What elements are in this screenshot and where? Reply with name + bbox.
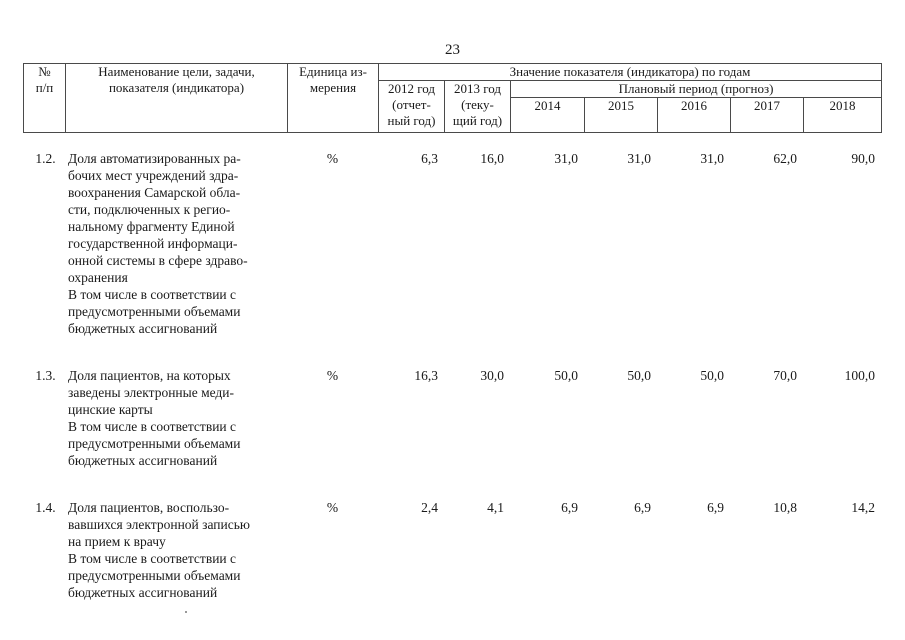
value-2018: 100,0 <box>844 368 875 383</box>
header-plan-title: Плановый период (прогноз) <box>511 81 882 98</box>
value-2013: 4,1 <box>487 500 504 515</box>
unit-cell: % <box>326 500 339 515</box>
header-unit-line2: мерения <box>309 80 357 95</box>
indicator-name-line: бюджетных ассигнований <box>68 585 218 600</box>
header-name-cell <box>66 64 288 133</box>
header-2013-line2: (теку- <box>461 97 494 112</box>
value-2014: 6,9 <box>561 500 578 515</box>
header-year-2016: 2016 <box>658 98 731 133</box>
row-number: 1.2. <box>35 151 56 166</box>
header-year-2014: 2014 <box>511 98 585 133</box>
indicator-name-line: Доля пациентов, на которых <box>68 368 231 383</box>
indicator-name-line: бочих мест учреждений здра- <box>68 168 239 183</box>
header-year-2015: 2015 <box>585 98 658 133</box>
scan-speck <box>185 611 187 613</box>
indicator-name-line: Доля пациентов, воспользо- <box>68 500 230 515</box>
value-2015: 6,9 <box>634 500 651 515</box>
indicator-name-line: заведены электронные меди- <box>68 385 235 400</box>
header-2013-line3: щий год) <box>452 113 503 128</box>
header-unit-cell <box>288 64 379 133</box>
indicator-name-line: бюджетных ассигнований <box>68 321 218 336</box>
indicator-name-line: Доля автоматизированных ра- <box>68 151 241 166</box>
header-2013-line1: 2013 год <box>454 81 501 96</box>
indicator-name-line: предусмотренными объемами <box>68 304 241 319</box>
value-2017: 70,0 <box>773 368 797 383</box>
row-spacer <box>23 469 881 499</box>
header-num-line1: № <box>38 64 51 79</box>
value-2012: 2,4 <box>421 500 438 515</box>
value-2012: 6,3 <box>421 151 438 166</box>
indicator-name <box>68 499 287 601</box>
indicator-name-line: сти, подключенных к регио- <box>68 202 231 217</box>
table-row <box>23 499 881 601</box>
indicator-name-line: предусмотренными объемами <box>68 436 241 451</box>
indicator-name-line: В том числе в соответствии с <box>68 419 237 434</box>
header-name-line2: показателя (индикатора) <box>108 80 245 95</box>
indicator-name-line: В том числе в соответствии с <box>68 551 237 566</box>
value-2017: 62,0 <box>773 151 797 166</box>
indicator-name <box>68 367 287 469</box>
value-2018: 90,0 <box>851 151 875 166</box>
header-unit-line1: Единица из- <box>299 64 367 79</box>
indicator-name-line: В том числе в соответствии с <box>68 287 237 302</box>
header-2013-cell <box>445 81 511 133</box>
indicator-name-line: вавшихся электронной записью <box>68 517 250 532</box>
header-year-2017: 2017 <box>731 98 804 133</box>
indicator-name-line: охранения <box>68 270 128 285</box>
row-number: 1.3. <box>35 368 56 383</box>
header-2012-line3: ный год) <box>387 113 436 128</box>
indicator-name-line: на прием к врачу <box>68 534 166 549</box>
header-name-line1: Наименование цели, задачи, <box>98 64 255 79</box>
row-number: 1.4. <box>35 500 56 515</box>
unit-cell: % <box>326 151 339 166</box>
value-2015: 31,0 <box>627 151 651 166</box>
indicator-name-line: воохранения Самарской обла- <box>68 185 241 200</box>
indicator-name <box>68 150 287 337</box>
indicator-name-line: нальному фрагменту Единой <box>68 219 235 234</box>
indicator-table-body <box>23 150 881 601</box>
unit-cell: % <box>326 368 339 383</box>
value-2015: 50,0 <box>627 368 651 383</box>
value-2016: 50,0 <box>700 368 724 383</box>
header-year-2018: 2018 <box>804 98 882 133</box>
indicator-name-line: цинские карты <box>68 402 153 417</box>
indicator-name-line: онной системы в сфере здраво- <box>68 253 248 268</box>
header-2012-line1: 2012 год <box>388 81 435 96</box>
value-2014: 31,0 <box>554 151 578 166</box>
indicator-name-line: бюджетных ассигнований <box>68 453 218 468</box>
value-2017: 10,8 <box>773 500 797 515</box>
value-2013: 30,0 <box>480 368 504 383</box>
page-number: 23 <box>445 42 460 58</box>
value-2016: 6,9 <box>707 500 724 515</box>
indicator-name-line: государственной информаци- <box>68 236 238 251</box>
indicator-name-line: предусмотренными объемами <box>68 568 241 583</box>
value-2016: 31,0 <box>700 151 724 166</box>
header-num-line2: п/п <box>35 80 54 95</box>
header-values-title: Значение показателя (индикатора) по годам <box>379 64 882 81</box>
header-2012-line2: (отчет- <box>392 97 431 112</box>
table-header <box>23 63 882 133</box>
row-spacer <box>23 337 881 367</box>
header-2012-cell <box>379 81 445 133</box>
value-2014: 50,0 <box>554 368 578 383</box>
value-2012: 16,3 <box>414 368 438 383</box>
table-row <box>23 367 881 469</box>
value-2018: 14,2 <box>851 500 875 515</box>
header-num-cell <box>24 64 66 133</box>
value-2013: 16,0 <box>480 151 504 166</box>
table-row <box>23 150 881 337</box>
